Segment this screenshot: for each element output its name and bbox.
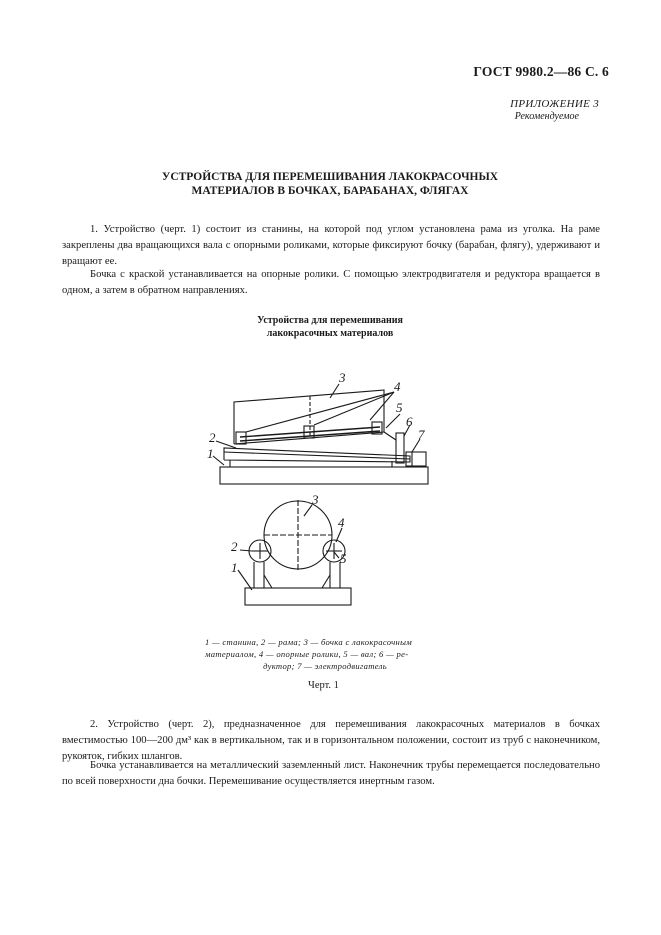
legend-line-1: 1 — станина, 2 — рама; 3 — бочка с лакокрасочным bbox=[205, 637, 413, 647]
paragraph-3: 2. Устройство (черт. 2), предназначенное для перемешивания лакокрасочных материалов в бочках вместимостью 100—200 дм³ как в вертикальном, так и в горизонтальном положении, состоит из труб с наконечником, рукояток, гибких шлангов. bbox=[62, 719, 600, 763]
front-base bbox=[245, 588, 351, 605]
appendix-label: ПРИЛОЖЕНИЕ 3 bbox=[510, 98, 599, 110]
paragraph-2: Бочка с краской устанавливается на опорные ролики. С помощью электродвигателя и редуктора вращается в одном, а затем в обратном направлениях. bbox=[62, 269, 600, 297]
label-6-side: 6 bbox=[406, 414, 413, 429]
figure-caption: Черт. 1 bbox=[308, 680, 339, 691]
callout-labels bbox=[207, 370, 425, 575]
legend-line-3: дуктор; 7 — электродвигатель bbox=[263, 661, 387, 671]
figure-legend bbox=[205, 636, 445, 672]
figure-title-line-2: лакокрасочных материалов bbox=[266, 328, 394, 339]
paragraph-4: Бочка устанавливается на металлический заземленный лист. Наконечник трубы перемещается последовательно по всей поверхности дна бочки. Перемешивание осуществляется инертным газом. bbox=[62, 760, 600, 788]
label-5-side: 5 bbox=[396, 400, 403, 415]
label-1-side: 1 bbox=[207, 446, 214, 461]
front-view bbox=[238, 500, 351, 605]
roller-left bbox=[236, 432, 246, 444]
figure-title-line-1: Устройства для перемешивания bbox=[257, 315, 403, 326]
label-3-front: 3 bbox=[312, 492, 319, 507]
label-1-front: 1 bbox=[231, 560, 238, 575]
title-line-1: УСТРОЙСТВА ДЛЯ ПЕРЕМЕШИВАНИЯ ЛАКОКРАСОЧНЫХ bbox=[161, 171, 499, 183]
base-frame bbox=[220, 467, 428, 484]
label-7-side: 7 bbox=[418, 427, 425, 442]
appendix-status: Рекомендуемое bbox=[514, 111, 579, 122]
label-5-front: 5 bbox=[340, 551, 347, 566]
label-2-front: 2 bbox=[231, 539, 238, 554]
side-view bbox=[213, 384, 428, 484]
label-4-front: 4 bbox=[338, 515, 345, 530]
label-4-side: 4 bbox=[394, 379, 401, 394]
page-header: ГОСТ 9980.2—86 С. 6 bbox=[473, 64, 609, 79]
label-3-side: 3 bbox=[339, 370, 346, 385]
label-2-side: 2 bbox=[209, 430, 216, 445]
title-line-2: МАТЕРИАЛОВ В БОЧКАХ, БАРАБАНАХ, ФЛЯГАХ bbox=[191, 185, 469, 197]
legend-line-2: материалом, 4 — опорные ролики, 5 — вал; 6 — ре- bbox=[205, 649, 409, 659]
paragraph-1: 1. Устройство (черт. 1) состоит из станины, на которой под углом установлена рама из уголка. На раме закреплены два вращающихся вала с опорными роликами, которые фиксируют бочку (барабан, флягу), удерживают и вращают ее. bbox=[62, 224, 600, 268]
